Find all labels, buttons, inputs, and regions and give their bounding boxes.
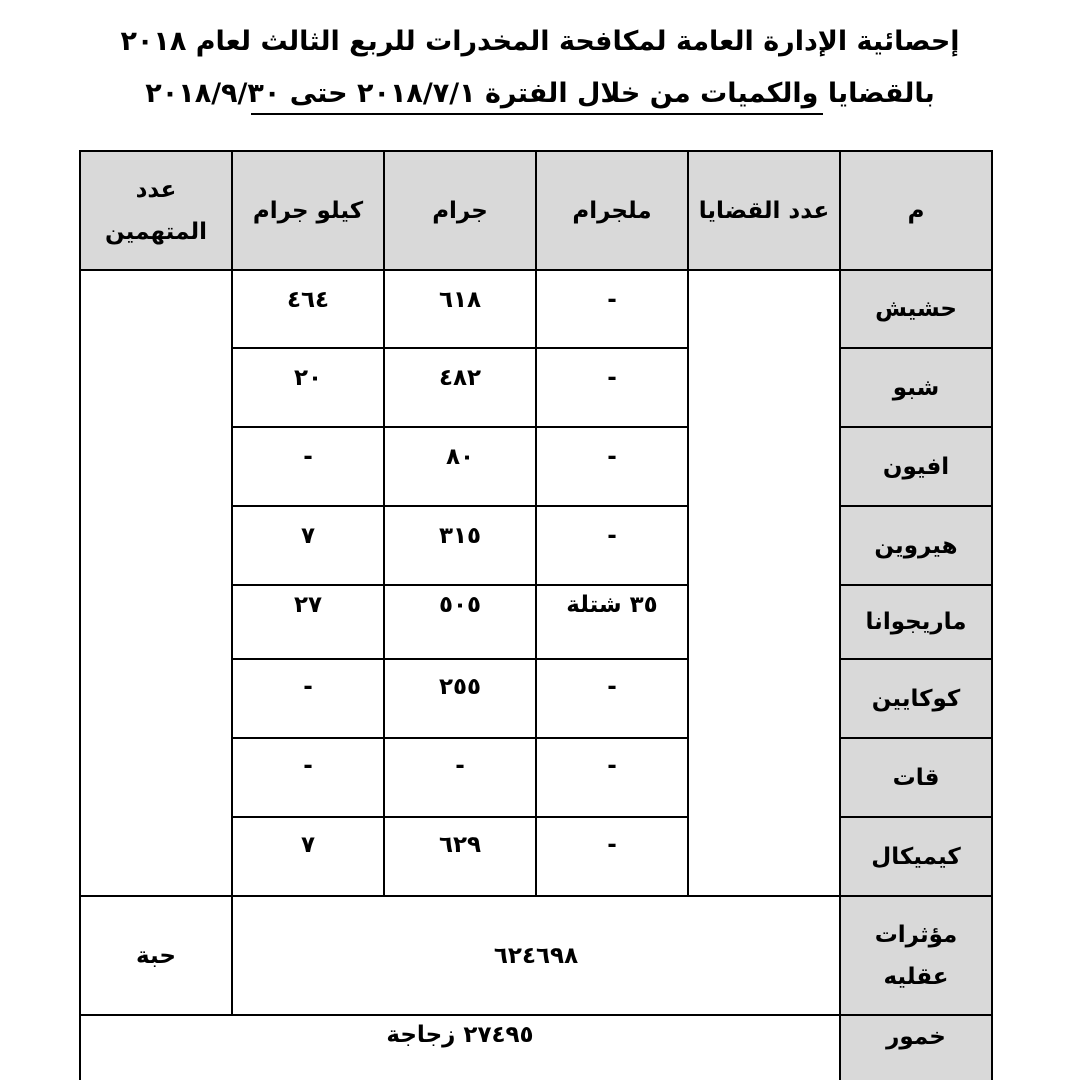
gram-cell bbox=[383, 816, 537, 897]
drug-name-cell bbox=[839, 816, 993, 897]
milligram-value: - bbox=[607, 753, 617, 779]
gram-cell bbox=[383, 347, 537, 428]
milligram-cell bbox=[535, 658, 689, 739]
header-index bbox=[839, 150, 993, 271]
header-milligram-label: ملجرام bbox=[572, 197, 652, 224]
kilogram-cell bbox=[231, 269, 385, 349]
header-accused-label: عدد المتهمين bbox=[104, 176, 208, 245]
kilogram-cell bbox=[231, 584, 385, 660]
drug-name-cell bbox=[839, 658, 993, 739]
gram-value: - bbox=[455, 753, 465, 779]
milligram-cell bbox=[535, 505, 689, 586]
gram-value: ٣١٥ bbox=[438, 523, 482, 549]
header-kilogram bbox=[231, 150, 385, 271]
accused-merged-cell bbox=[79, 269, 233, 897]
gram-value: ٤٨٢ bbox=[438, 365, 482, 391]
milligram-value: - bbox=[607, 287, 617, 313]
gram-value: ٥٠٥ bbox=[438, 592, 482, 618]
milligram-cell bbox=[535, 816, 689, 897]
kilogram-cell bbox=[231, 347, 385, 428]
header-cases-label: عدد القضايا bbox=[698, 197, 830, 224]
kilogram-cell bbox=[231, 737, 385, 818]
gram-cell bbox=[383, 584, 537, 660]
kilogram-value: ٧ bbox=[300, 832, 316, 858]
alcohol-value: ٢٧٤٩٥ زجاجة bbox=[386, 1022, 534, 1048]
milligram-value: - bbox=[607, 674, 617, 700]
gram-cell bbox=[383, 658, 537, 739]
cases-merged-cell bbox=[687, 269, 841, 897]
drug-name-cell bbox=[839, 584, 993, 660]
alcohol-value-cell bbox=[79, 1014, 841, 1080]
psychotropics-value: ٦٢٤٦٩٨ bbox=[493, 942, 579, 969]
alcohol-label-cell bbox=[839, 1014, 993, 1080]
drug-name-cell bbox=[839, 426, 993, 507]
kilogram-cell bbox=[231, 505, 385, 586]
report-title-line-2: بالقضايا والكميات من خلال الفترة ٢٠١٨/٧/١ حتى ٢٠١٨/٩/٣٠ bbox=[145, 78, 935, 109]
milligram-cell bbox=[535, 347, 689, 428]
kilogram-cell bbox=[231, 816, 385, 897]
kilogram-value: - bbox=[303, 753, 313, 779]
drug-name-cell bbox=[839, 737, 993, 818]
milligram-value: ٣٥ شتلة bbox=[566, 592, 658, 618]
drug-name: هيروين bbox=[874, 532, 958, 559]
header-gram-label: جرام bbox=[432, 197, 488, 224]
milligram-value: - bbox=[607, 832, 617, 858]
gram-cell bbox=[383, 737, 537, 818]
milligram-cell bbox=[535, 426, 689, 507]
milligram-cell bbox=[535, 737, 689, 818]
drug-name: ماريجوانا bbox=[865, 609, 967, 635]
header-milligram bbox=[535, 150, 689, 271]
gram-value: ٦٢٩ bbox=[438, 832, 482, 858]
kilogram-value: - bbox=[303, 674, 313, 700]
drug-name-cell bbox=[839, 347, 993, 428]
drug-name: قات bbox=[892, 764, 940, 791]
drug-name: كوكايين bbox=[871, 685, 961, 712]
drug-name: افيون bbox=[882, 453, 950, 480]
header-index-label: م bbox=[907, 197, 925, 224]
drug-name: شبو bbox=[892, 374, 940, 401]
psychotropics-unit-cell bbox=[79, 895, 233, 1016]
gram-value: ٨٠ bbox=[445, 444, 475, 470]
milligram-value: - bbox=[607, 444, 617, 470]
header-accused bbox=[79, 150, 233, 271]
alcohol-label: خمور bbox=[886, 1024, 946, 1050]
report-title-line-1: إحصائية الإدارة العامة لمكافحة المخدرات للربع الثالث لعام ٢٠١٨ bbox=[120, 26, 960, 57]
psychotropics-value-cell bbox=[231, 895, 841, 1016]
header-cases bbox=[687, 150, 841, 271]
milligram-cell bbox=[535, 584, 689, 660]
milligram-value: - bbox=[607, 365, 617, 391]
kilogram-value: ٧ bbox=[300, 523, 316, 549]
gram-value: ٢٥٥ bbox=[438, 674, 482, 700]
gram-cell bbox=[383, 269, 537, 349]
milligram-value: - bbox=[607, 523, 617, 549]
drug-name-cell bbox=[839, 269, 993, 349]
kilogram-value: ٤٦٤ bbox=[286, 287, 330, 313]
milligram-cell bbox=[535, 269, 689, 349]
drug-name: حشيش bbox=[875, 296, 957, 322]
psychotropics-label-cell bbox=[839, 895, 993, 1016]
gram-cell bbox=[383, 505, 537, 586]
kilogram-cell bbox=[231, 658, 385, 739]
kilogram-value: - bbox=[303, 444, 313, 470]
kilogram-value: ٢٠ bbox=[293, 365, 323, 391]
header-gram bbox=[383, 150, 537, 271]
gram-value: ٦١٨ bbox=[438, 287, 482, 313]
psychotropics-unit: حبة bbox=[136, 942, 176, 969]
gram-cell bbox=[383, 426, 537, 507]
kilogram-value: ٢٧ bbox=[293, 592, 323, 618]
kilogram-cell bbox=[231, 426, 385, 507]
psychotropics-label: مؤثرات عقليه bbox=[874, 921, 958, 990]
drug-name: كيميكال bbox=[871, 843, 961, 870]
drug-name-cell bbox=[839, 505, 993, 586]
header-kilogram-label: كيلو جرام bbox=[252, 197, 364, 224]
